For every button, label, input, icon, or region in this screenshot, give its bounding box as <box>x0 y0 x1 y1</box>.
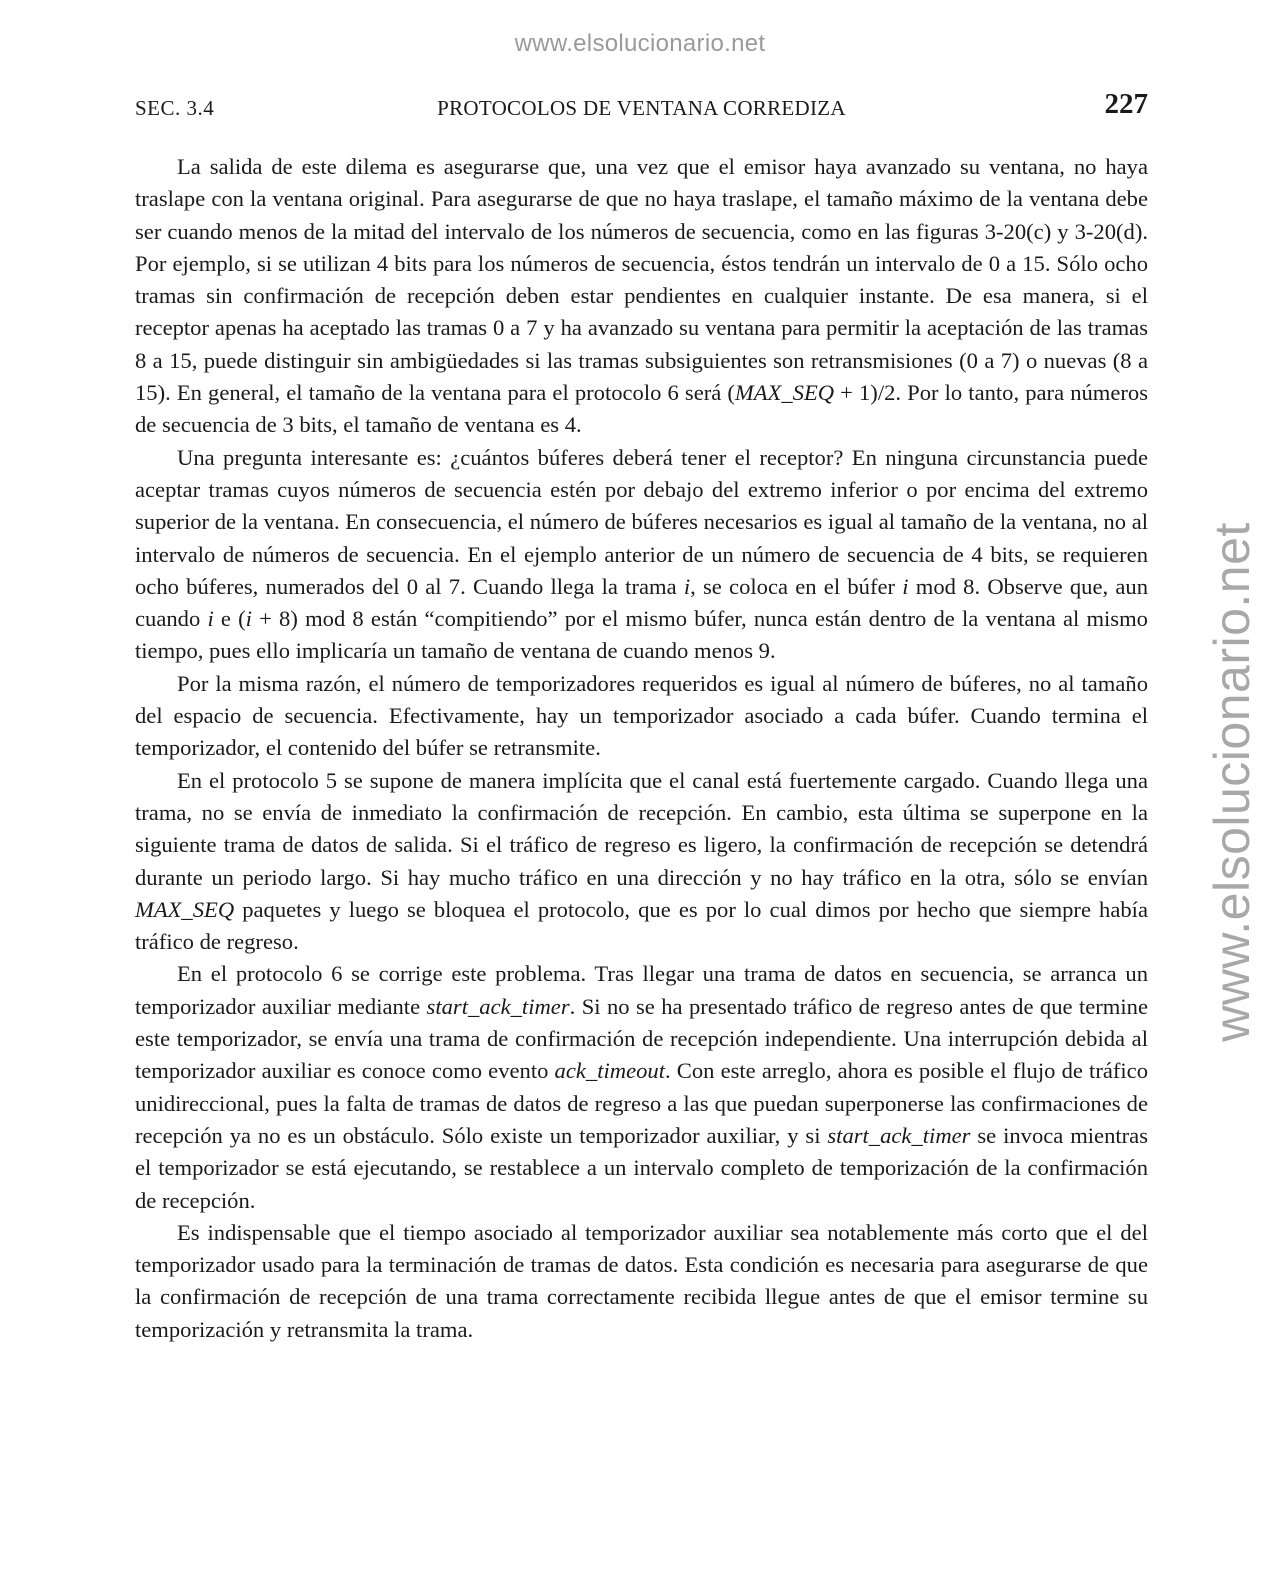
text-run: . Con este arreglo, ahora es posible el flujo de tráfico unidireccional, pues la falta de tramas de datos de regreso a las que puedan superponerse las confirmaciones de recepción ya no es un obstáculo. Sólo existe un temporizador auxiliar, y si <box>135 1058 1148 1148</box>
text-run: mod 8. Observe que, aun cuando <box>135 573 1149 632</box>
text-run: + 1)/2. Por lo tanto, para números de secuencia de 3 bits, el tamaño de ventana es 4. <box>135 380 1148 438</box>
text-run: Es indispensable que el tiempo asociado al temporizador auxiliar sea notablemente más corto que el del temporizador usado para la terminación de tramas de datos. Esta condición es necesaria para asegurarse de que la confirmación de recepción de una trama correctamente recibida llegue antes de que el emisor termine su temporización y retransmita la trama. <box>135 1219 1148 1342</box>
text-run: , se coloca en el búfer <box>690 573 903 599</box>
text-run: Una pregunta interesante es: ¿cuántos búferes deberá tener el receptor? En ninguna circunstancia puede aceptar tramas cuyos números de secuencia estén por debajo del extremo inferior o por encima del extremo superior de la ventana. En consecuencia, el número de búferes necesarios es igual al tamaño de la ventana, no al intervalo de números de secuencia. En el ejemplo anterior de un número de secuencia de 4 bits, se requieren ocho búferes, numerados del 0 al 7. Cuando llega la trama <box>135 444 1148 599</box>
watermark-side: www.elsolucionario.net <box>1204 522 1260 1042</box>
italic-term: ack_timeout <box>554 1058 665 1084</box>
text-run: se invoca mientras el temporizador se está ejecutando, se restablece a un intervalo completo de temporización de la confirmación de recepción. <box>135 1122 1148 1213</box>
paragraph <box>135 1217 1148 1346</box>
italic-term: i <box>902 573 909 599</box>
italic-term: start_ack_timer <box>827 1122 971 1148</box>
italic-term: MAX_SEQ <box>135 896 235 922</box>
paragraph <box>135 765 1148 959</box>
text-run: paquetes y luego se bloquea el protocolo, que es por lo cual dimos por hecho que siempre había tráfico de regreso. <box>135 896 1148 955</box>
chapter-title: PROTOCOLOS DE VENTANA CORREDIZA <box>437 96 846 120</box>
text-run: En el protocolo 6 se corrige este problema. Tras llegar una trama de datos en secuencia, se arranca un temporizador auxiliar mediante <box>135 961 1148 1019</box>
paragraph <box>135 151 1148 442</box>
italic-term: i <box>683 573 691 599</box>
section-label: SEC. 3.4 <box>135 96 215 120</box>
italic-term: i <box>207 606 214 632</box>
watermark-top: www.elsolucionario.net <box>514 30 766 57</box>
page-number: 227 <box>1104 88 1148 120</box>
text-run: Por la misma razón, el número de temporizadores requeridos es igual al número de búferes, no al tamaño del espacio de secuencia. Efectivamente, hay un temporizador asociado a cada búfer. Cuando termina el temporizador, el contenido del búfer se retransmite. <box>135 670 1148 761</box>
text-run: . Si no se ha presentado tráfico de regreso antes de que termine este temporizador, se envía una trama de confirmación de recepción independiente. Una interrupción debida al temporizador auxiliar es conoce como evento <box>135 993 1148 1084</box>
running-header <box>135 88 1148 124</box>
italic-term: start_ack_timer <box>426 993 570 1019</box>
paragraph <box>135 668 1148 765</box>
text-run: + 8) mod 8 están “compitiendo” por el mismo búfer, nunca están dentro de la ventana al mismo tiempo, pues ello implicaría un tamaño de ventana de cuando menos 9. <box>135 606 1148 664</box>
italic-term: MAX_SEQ <box>734 380 835 406</box>
paragraph <box>135 958 1148 1216</box>
text-run: En el protocolo 5 se supone de manera implícita que el canal está fuertemente cargado. Cuando llega una trama, no se envía de inmediato la confirmación de recepción. En cambio, esta última se superpone en la siguiente trama de datos de salida. Si el tráfico de regreso es ligero, la confirmación de recepción se detendrá durante un periodo largo. Si hay mucho tráfico en una dirección y no hay tráfico en la otra, sólo se envían <box>135 767 1148 890</box>
italic-term: i <box>245 606 252 632</box>
text-run: La salida de este dilema es asegurarse que, una vez que el emisor haya avanzado su ventana, no haya traslape con la ventana original. Para asegurarse de que no haya traslape, el tamaño máximo de la ventana debe ser cuando menos de la mitad del intervalo de los números de secuencia, como en las figuras 3-20(c) y 3-20(d). Por ejemplo, si se utilizan 4 bits para los números de secuencia, éstos tendrán un intervalo de 0 a 15. Sólo ocho tramas sin confirmación de recepción deben estar pendientes en cualquier instante. De esa manera, si el receptor apenas ha aceptado las tramas 0 a 7 y ha avanzado su ventana para permitir la aceptación de las tramas 8 a 15, puede distinguir sin ambigüedades si las tramas subsiguientes son retransmisiones (0 a 7) o nuevas (8 a 15). En general, el tamaño de la ventana para el protocolo 6 será ( <box>135 154 1148 406</box>
body-text <box>135 151 1148 1346</box>
paragraph <box>135 442 1148 668</box>
text-run: e ( <box>213 606 246 632</box>
